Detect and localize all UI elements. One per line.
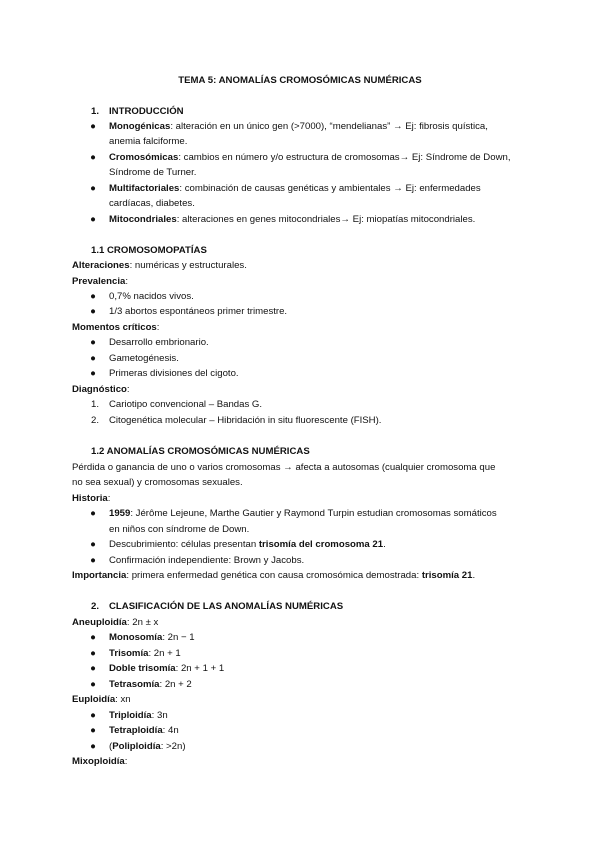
list-item	[109, 539, 386, 551]
term: Trisomía	[109, 648, 149, 659]
item-text: : 2n + 1 + 1	[175, 663, 225, 674]
list-item	[109, 508, 497, 520]
list-item: Citogenética molecular – Hibridación in situ fluorescente (FISH).	[109, 415, 382, 426]
text-end: .	[472, 570, 476, 581]
item-text: : 2n + 2	[159, 679, 192, 690]
list-number: 2.	[91, 415, 100, 426]
bullet-icon: ●	[90, 152, 96, 163]
label: Mixoploidía	[72, 756, 125, 767]
historia-line: Historia:	[72, 493, 111, 504]
item-prefix: (	[109, 741, 113, 752]
item-end: .	[383, 539, 386, 550]
list-item	[109, 663, 224, 675]
section-2-number: 2.	[91, 601, 100, 612]
bullet-icon: ●	[90, 353, 96, 364]
item-text: : 3n	[151, 710, 168, 721]
term: Poliploidía	[112, 741, 161, 752]
bullet-icon: ●	[90, 725, 96, 736]
momentos-line: Momentos críticos:	[72, 322, 160, 333]
list-item: Primeras divisiones del cigoto.	[109, 368, 239, 379]
bullet-icon: ●	[90, 121, 96, 132]
list-item: 0,7% nacidos vivos.	[109, 291, 194, 302]
text: :	[124, 756, 128, 767]
text: : numéricas y estructurales.	[129, 260, 247, 271]
alteraciones-line	[72, 260, 247, 272]
item-text: : alteración en un único gen (>7000), “mendelianas” → Ej: fibrosis quística,	[170, 121, 488, 132]
list-item: Desarrollo embrionario.	[109, 337, 209, 348]
bullet-icon: ●	[90, 648, 96, 659]
section-2-heading: CLASIFICACIÓN DE LAS ANOMALÍAS NUMÉRICAS	[109, 601, 344, 612]
section-1-heading: INTRODUCCIÓN	[109, 106, 184, 117]
list-item-continuation: cardíacas, diabetes.	[109, 198, 195, 209]
diagnostico-line: Diagnóstico:	[72, 384, 130, 395]
item-text: : >2n)	[160, 741, 186, 752]
term: Doble trisomía	[109, 663, 176, 674]
bullet-icon: ●	[90, 291, 96, 302]
section-1-1-heading: 1.1 CROMOSOMOPATÍAS	[91, 245, 207, 256]
list-item	[109, 710, 168, 722]
aneuploidia-line	[72, 617, 158, 629]
item-text: : combinación de causas genéticas y ambientales → Ej: enfermedades	[179, 183, 481, 194]
bullet-icon: ●	[90, 337, 96, 348]
item-text: Descubrimiento: células presentan	[109, 539, 259, 550]
euploidia-line	[72, 694, 131, 706]
term: Multifactoriales	[109, 183, 180, 194]
paragraph-line: Pérdida o ganancia de uno o varios cromosomas → afecta a autosomas (cualquier cromosoma que	[72, 462, 496, 473]
list-item	[109, 183, 481, 195]
term: Monogénicas	[109, 121, 171, 132]
list-item	[109, 214, 475, 226]
bullet-icon: ●	[90, 632, 96, 643]
bullet-icon: ●	[90, 741, 96, 752]
item-text: : Jérôme Lejeune, Marthe Gautier y Raymond Turpin estudian cromosomas somáticos	[130, 508, 497, 519]
list-item: Cariotipo convencional – Bandas G.	[109, 399, 263, 410]
list-item: 1/3 abortos espontáneos primer trimestre.	[109, 306, 288, 317]
text: : primera enfermedad genética con causa cromosómica demostrada:	[126, 570, 422, 581]
list-number: 1.	[91, 399, 100, 410]
bullet-icon: ●	[90, 214, 96, 225]
year: 1959	[109, 508, 131, 519]
label: Historia	[72, 493, 108, 504]
text: : xn	[115, 694, 131, 705]
item-text: : 2n + 1	[148, 648, 181, 659]
list-item	[109, 679, 192, 691]
bullet-icon: ●	[90, 710, 96, 721]
label: Aneuploidía	[72, 617, 127, 628]
section-1-2-heading: 1.2 ANOMALÍAS CROMOSÓMICAS NUMÉRICAS	[91, 446, 310, 457]
term: Tetrasomía	[109, 679, 160, 690]
bullet-icon: ●	[90, 368, 96, 379]
list-item-continuation: anemia falciforme.	[109, 136, 188, 147]
item-text: : 4n	[162, 725, 179, 736]
list-item	[109, 152, 511, 164]
label: Diagnóstico	[72, 384, 127, 395]
list-item-continuation: en niños con síndrome de Down.	[109, 524, 250, 535]
list-item	[109, 121, 488, 133]
term: Mitocondriales	[109, 214, 177, 225]
bullet-icon: ●	[90, 183, 96, 194]
item-text: : alteraciones en genes mitocondriales→ Ej: miopatías mitocondriales.	[176, 214, 476, 225]
list-item: Gametogénesis.	[109, 353, 179, 364]
label: Momentos críticos	[72, 322, 157, 333]
term: Tetraploidía	[109, 725, 163, 736]
item-text: : cambios en número y/o estructura de cromosomas→ Ej: Síndrome de Down,	[178, 152, 511, 163]
bullet-icon: ●	[90, 555, 96, 566]
prevalencia-line: Prevalencia:	[72, 276, 129, 287]
label: Prevalencia	[72, 276, 126, 287]
term: Monosomía	[109, 632, 163, 643]
mixoploidia-line	[72, 756, 127, 768]
section-1-number: 1.	[91, 106, 100, 117]
term: trisomía del cromosoma 21	[258, 539, 384, 550]
list-item	[109, 648, 181, 660]
term: trisomía 21	[421, 570, 473, 581]
label: Euploidía	[72, 694, 116, 705]
importancia-line	[72, 570, 475, 582]
term: Cromosómicas	[109, 152, 179, 163]
bullet-icon: ●	[90, 306, 96, 317]
list-item	[109, 632, 195, 644]
bullet-icon: ●	[90, 539, 96, 550]
document-title: TEMA 5: ANOMALÍAS CROMOSÓMICAS NUMÉRICAS	[178, 75, 422, 86]
label: Alteraciones	[72, 260, 130, 271]
bullet-icon: ●	[90, 508, 96, 519]
bullet-icon: ●	[90, 679, 96, 690]
list-item-continuation: Síndrome de Turner.	[109, 167, 197, 178]
item-text: : 2n − 1	[162, 632, 195, 643]
list-item: Confirmación independiente: Brown y Jacobs.	[109, 555, 305, 566]
text: : 2n ± x	[126, 617, 159, 628]
list-item	[109, 741, 186, 753]
bullet-icon: ●	[90, 663, 96, 674]
paragraph-line: no sea sexual) y cromosomas sexuales.	[72, 477, 243, 488]
term: Triploidía	[109, 710, 152, 721]
list-item	[109, 725, 179, 737]
label: Importancia	[72, 570, 127, 581]
